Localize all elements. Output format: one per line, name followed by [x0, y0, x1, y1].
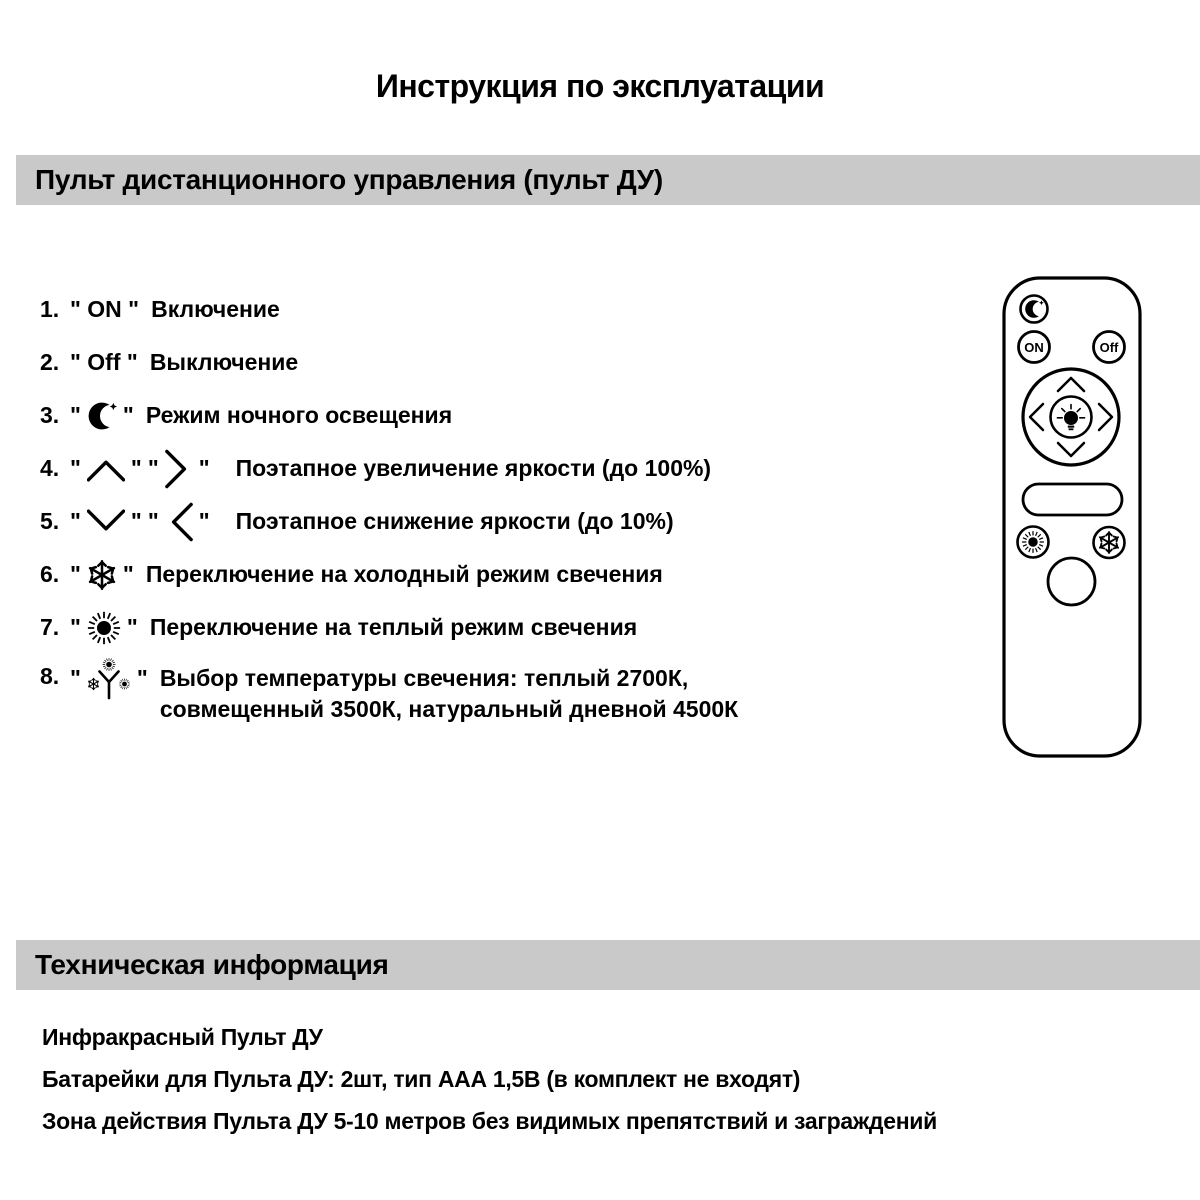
page-title: Инструкция по эксплуатации [375, 68, 825, 104]
list-item-1 [40, 283, 738, 336]
icon-cluster [70, 560, 134, 590]
quote-mark: " [198, 455, 210, 481]
quote-mark: " [130, 508, 142, 534]
quote-mark: " [70, 508, 81, 534]
chevron-left-icon [165, 502, 193, 542]
list-item-text-line2: совмещенный 3500К, натуральный дневной 4500К [159, 696, 739, 722]
chevron-up-icon [87, 455, 125, 483]
on-keyword: " ON " [70, 296, 140, 322]
list-item-number: 7. [40, 614, 60, 640]
list-item-number: 8. [40, 663, 60, 689]
snowflake-icon [87, 560, 117, 590]
list-item-text: Поэтапное увеличение яркости (до 100%) [235, 455, 712, 481]
quote-mark: " [70, 402, 81, 428]
tech-line: Батарейки для Пульта ДУ: 2шт, тип ААА 1,5В (в комплект не входят) [42, 1066, 801, 1092]
remote-control-illustration [1002, 276, 1142, 758]
quote-mark: " [70, 561, 81, 587]
list-item-number: 3. [40, 402, 60, 428]
on-button-label: ON [1024, 340, 1044, 355]
list-item-8 [40, 654, 738, 725]
chevron-right-icon [165, 449, 193, 489]
list-item-text: Переключение на теплый режим свечения [149, 614, 638, 640]
color-temperature-icon [87, 658, 131, 700]
icon-cluster [70, 663, 148, 694]
list-item-2 [40, 336, 738, 389]
list-item-text-line1: Выбор температуры свечения: теплый 2700К, [159, 665, 689, 691]
quote-mark: " [198, 508, 210, 534]
list-item-text: Включение [151, 296, 280, 322]
section-header-tech [16, 940, 1200, 990]
quote-mark: " [122, 561, 134, 587]
quote-mark: " [70, 455, 81, 481]
quote-mark: " [136, 665, 148, 691]
list-item-number: 2. [40, 349, 60, 375]
icon-cluster [70, 401, 134, 431]
list-item-number: 5. [40, 508, 60, 534]
tech-line: Зона действия Пульта ДУ 5-10 метров без видимых препятствий и заграждений [42, 1108, 937, 1134]
list-item-number: 1. [40, 296, 60, 322]
icon-cluster [70, 611, 138, 645]
list-item-text: Поэтапное снижение яркости (до 10%) [235, 508, 674, 534]
section-header-remote [16, 155, 1200, 205]
moon-icon [87, 401, 117, 431]
off-button-label: Off [1099, 340, 1119, 355]
quote-mark: " [147, 508, 159, 534]
list-item-text [160, 663, 738, 725]
list-item-number: 6. [40, 561, 60, 587]
tech-info [42, 1016, 937, 1142]
quote-mark: " [70, 665, 81, 691]
off-keyword: " Off " [70, 349, 138, 375]
list-item-text: Переключение на холодный режим свечения [145, 561, 663, 587]
list-item-text: Выключение [149, 349, 299, 375]
icon-cluster [70, 502, 210, 542]
quote-mark: " [70, 614, 81, 640]
list-item-text: Режим ночного освещения [145, 402, 453, 428]
list-item-6 [40, 548, 738, 601]
list-item-4 [40, 442, 738, 495]
chevron-down-icon [87, 508, 125, 536]
list-item-number: 4. [40, 455, 60, 481]
quote-mark: " [147, 455, 159, 481]
quote-mark: " [122, 402, 134, 428]
list-item-3 [40, 389, 738, 442]
quote-mark: " [130, 455, 142, 481]
icon-cluster [70, 449, 210, 489]
quote-mark: " [126, 614, 138, 640]
tech-line: Инфракрасный Пульт ДУ [42, 1024, 323, 1050]
sun-icon [1022, 531, 1044, 553]
sun-icon [87, 611, 121, 645]
remote-functions-list [40, 283, 738, 725]
list-item-5 [40, 495, 738, 548]
warm-mode-button [1018, 527, 1049, 558]
section-header-remote-label: Пульт дистанционного управления (пульт ДУ) [35, 164, 663, 195]
section-header-tech-label: Техническая информация [35, 949, 389, 980]
list-item-7 [40, 601, 738, 654]
